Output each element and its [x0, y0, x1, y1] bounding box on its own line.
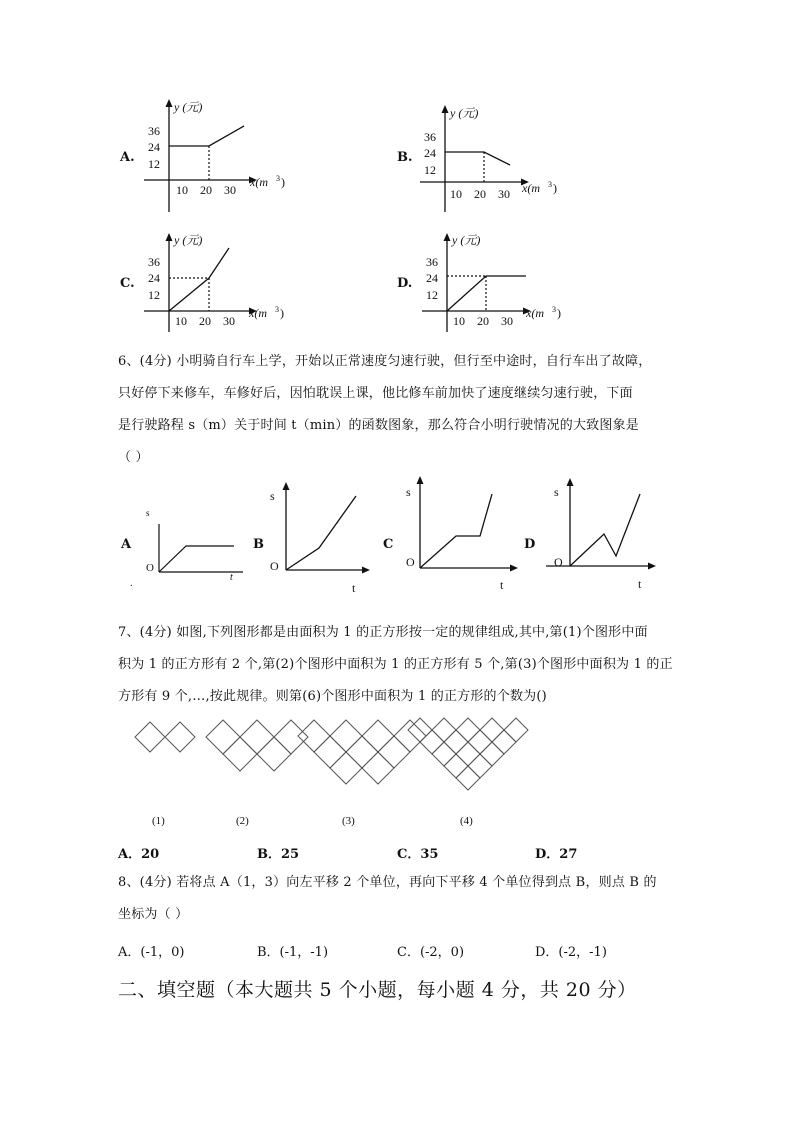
q5-option-b-label: B. [397, 150, 413, 165]
x-axis-label: x(m [522, 181, 540, 195]
q6-option-a-label: A [121, 537, 132, 552]
q6-line-2: 只好停下来修车，车修好后，因怕耽误上课，他比修车前加快了速度继续匀速行驶，下面 [118, 386, 633, 401]
q7-figure-label-3: (3) [342, 815, 355, 827]
x-tick-10: 10 [450, 187, 462, 201]
q6-text [118, 346, 678, 474]
y-axis-label: y (元) [450, 106, 479, 120]
q6-line-3: 是行驶路程 s（m）关于时间 t（min）的函数图象，那么符合小明行驶情况的大致图象是 [118, 418, 639, 433]
q5-graph-d [418, 228, 578, 338]
y-tick-24: 24 [148, 140, 160, 154]
s-label: s [406, 485, 411, 499]
origin-label: O [270, 559, 279, 573]
t-label: t [638, 577, 642, 591]
x-tick-30: 30 [224, 183, 236, 197]
q6-graph-a [126, 498, 246, 594]
q6-graph-b [262, 478, 382, 596]
q5-graph-b [416, 102, 576, 224]
q8-text [118, 867, 678, 931]
y-tick-24: 24 [148, 271, 160, 285]
q6-option-b-label: B [253, 537, 264, 552]
x-axis-label-close: ) [553, 181, 557, 195]
q7-figures [130, 712, 550, 834]
y-axis-label: y (元) [174, 233, 203, 247]
x-tick-30: 30 [498, 187, 510, 201]
q5-option-d-label: D. [397, 276, 413, 291]
x-axis-label: x(m [526, 306, 544, 320]
x-axis-label: x(m [249, 306, 267, 320]
y-tick-36: 36 [426, 255, 438, 269]
t-label: t [230, 572, 233, 583]
q7-figure-2 [206, 720, 308, 771]
origin-label: O [146, 562, 154, 574]
q5-option-c-label: C. [120, 276, 135, 291]
y-tick-12: 12 [424, 163, 436, 177]
q8-line-1: 8、(4分) 若将点 A（1，3）向左平移 2 个单位，再向下平移 4 个单位得到点 B，则点 B 的 [118, 875, 657, 890]
x-axis-label-close: ) [557, 306, 561, 320]
s-axis-arrow [417, 476, 424, 484]
y-axis-label: y (元) [452, 233, 481, 247]
x-axis-label-sup: 3 [275, 305, 279, 314]
y-axis-arrow [166, 99, 173, 107]
q7-figure-label-4: (4) [460, 815, 473, 827]
q7-line-1: 7、(4分) 如图,下列图形都是由面积为 1 的正方形按一定的规律组成,其中,第(1)个图形中面 [118, 625, 648, 640]
y-tick-12: 12 [148, 157, 160, 171]
graph-line [420, 494, 492, 568]
graph-line [169, 248, 229, 311]
q5-graph-a [140, 96, 300, 218]
q7-option-b[interactable]: B．25 [257, 847, 300, 862]
q7-figure-4 [408, 718, 528, 790]
x-axis-label-close: ) [280, 306, 284, 320]
x-tick-30: 30 [501, 314, 513, 328]
s-label: s [146, 508, 150, 518]
origin-label: O [406, 555, 415, 569]
t-axis-arrow [510, 565, 518, 572]
y-tick-36: 36 [148, 255, 160, 269]
q7-figure-1 [135, 722, 195, 752]
x-axis-label-sup: 3 [548, 180, 552, 189]
y-tick-12: 12 [426, 288, 438, 302]
x-tick-30: 30 [223, 314, 235, 328]
q8-option-d[interactable]: D．(-2，-1) [535, 945, 607, 960]
x-tick-20: 20 [477, 314, 489, 328]
q7-figure-label-2: (2) [236, 815, 249, 827]
t-axis-arrow [362, 567, 370, 574]
s-axis-arrow [283, 482, 290, 490]
y-tick-12: 12 [148, 288, 160, 302]
q7-option-d[interactable]: D．27 [535, 847, 578, 862]
q6-option-c-label: C [383, 537, 394, 552]
q6-option-d-label: D [524, 537, 536, 552]
x-tick-20: 20 [474, 187, 486, 201]
q6-line-4: （ ） [118, 450, 149, 465]
q6-line-1: 6、(4分) 小明骑自行车上学，开始以正常速度匀速行驶，但行至中途时，自行车出了故障， [118, 354, 652, 369]
y-tick-36: 36 [424, 130, 436, 144]
stray-dot: . [130, 578, 133, 589]
graph-line [570, 494, 640, 566]
t-label: t [352, 581, 356, 595]
t-axis-arrow [648, 563, 656, 570]
x-axis-label-sup: 3 [552, 305, 556, 314]
q5-option-a-label: A. [120, 150, 135, 165]
q7-text [118, 617, 678, 713]
origin-label: O [554, 555, 563, 569]
q6-graph-c [396, 472, 526, 596]
s-label: s [270, 489, 275, 503]
q7-figure-label-1: (1) [152, 815, 165, 827]
q8-option-a[interactable]: A．(-1，0) [118, 945, 185, 960]
y-tick-24: 24 [424, 146, 436, 160]
y-axis-arrow [166, 233, 173, 241]
q5-graph-c [140, 228, 300, 338]
q7-option-c[interactable]: C．35 [397, 847, 439, 862]
s-label: s [554, 485, 559, 499]
graph-line [169, 126, 244, 146]
q7-option-a[interactable]: A．20 [118, 847, 160, 862]
q8-option-c[interactable]: C．(-2，0) [397, 945, 465, 960]
x-tick-10: 10 [453, 314, 465, 328]
q7-line-3: 方形有 9 个,…,按此规律。则第(6)个图形中面积为 1 的正方形的个数为() [118, 689, 547, 704]
q7-line-2: 积为 1 的正方形有 2 个,第(2)个图形中面积为 1 的正方形有 5 个,第(3)个图形中面积为 1 的正 [118, 657, 673, 672]
x-tick-20: 20 [200, 183, 212, 197]
y-axis-arrow [442, 105, 449, 113]
x-axis-label-sup: 3 [276, 174, 280, 183]
y-tick-24: 24 [426, 271, 438, 285]
q8-line-2: 坐标为（ ） [118, 907, 189, 922]
s-axis-arrow [567, 478, 574, 486]
q6-graph-d [546, 474, 666, 596]
x-tick-10: 10 [175, 314, 187, 328]
graph-line [286, 496, 356, 570]
section-2-title: 二、填空题（本大题共 5 个小题，每小题 4 分，共 20 分） [118, 979, 637, 1001]
q7-figure-3 [298, 720, 426, 784]
t-label: t [500, 578, 504, 592]
x-axis-label: x(m [250, 175, 268, 189]
q8-option-b[interactable]: B．(-1，-1) [257, 945, 329, 960]
y-axis-arrow [444, 233, 451, 241]
x-axis-label-close: ) [281, 175, 285, 189]
graph-line [159, 546, 234, 572]
graph-line [445, 152, 510, 165]
x-tick-10: 10 [176, 183, 188, 197]
x-tick-20: 20 [199, 314, 211, 328]
y-axis-label: y (元) [174, 100, 203, 114]
y-tick-36: 36 [148, 124, 160, 138]
